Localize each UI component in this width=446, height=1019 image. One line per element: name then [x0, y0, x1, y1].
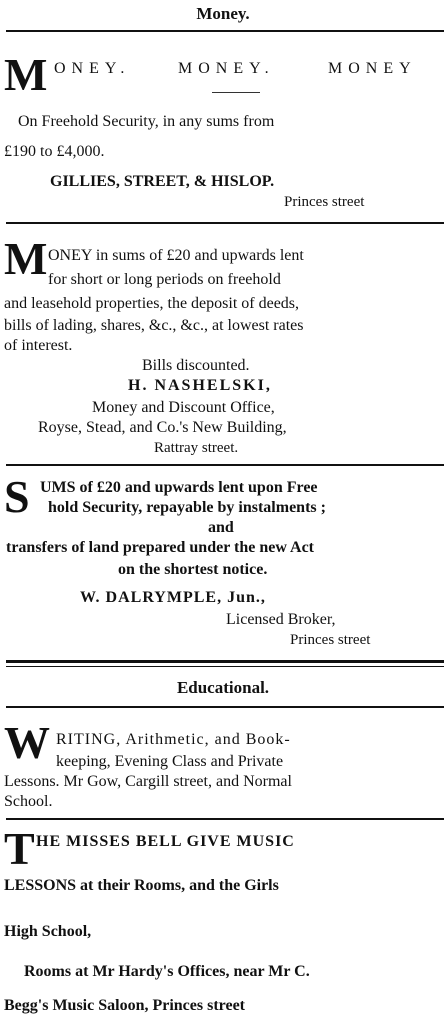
ad-text: ONEY in sums of £20 and upwards lent — [48, 247, 304, 264]
section-header-money: Money. — [196, 4, 250, 23]
divider — [6, 706, 444, 708]
drop-cap: T — [4, 823, 35, 874]
divider — [6, 660, 444, 663]
ad-title-word: ONEY. — [54, 60, 131, 77]
divider — [6, 30, 444, 32]
divider — [6, 666, 444, 667]
advertiser-address: Princes street — [290, 632, 371, 648]
ad-text: High School, — [4, 923, 92, 940]
ad-text: School. — [4, 793, 53, 810]
ad-text: UMS of £20 and upwards lent upon Free — [40, 479, 318, 496]
drop-cap: M — [4, 233, 48, 284]
ad-text: Licensed Broker, — [226, 611, 336, 628]
advertiser-name: GILLIES, STREET, & HISLOP. — [50, 173, 275, 190]
ad-text: and leasehold properties, the deposit of deeds, — [4, 295, 300, 312]
ad-text: keeping, Evening Class and Private — [56, 753, 284, 770]
divider — [6, 464, 444, 466]
divider — [6, 818, 444, 820]
ad-text: RITING, Arithmetic, and Book- — [56, 731, 291, 748]
advertiser-name: W. DALRYMPLE, Jun., — [80, 589, 266, 606]
ad-text: hold Security, repayable by instalments ; — [48, 499, 326, 516]
ad-text: LESSONS at their Rooms, and the Girls — [4, 877, 279, 894]
ad-text: Lessons. Mr Gow, Cargill street, and Normal — [4, 773, 292, 790]
advertiser-address: Princes street — [284, 194, 365, 210]
ad-text: Money and Discount Office, — [92, 399, 275, 416]
ad-title-word: MONEY — [328, 60, 417, 77]
ad-text: £190 to £4,000. — [4, 143, 105, 160]
ad-text: HE MISSES BELL GIVE MUSIC — [36, 833, 295, 850]
ad-text: of interest. — [4, 337, 73, 354]
section-header-educational: Educational. — [176, 678, 270, 697]
ad-text: Royse, Stead, and Co.'s New Building, — [38, 419, 287, 436]
ad-text: bills of lading, shares, &c., &c., at lowest rates — [4, 317, 304, 334]
ad-text: Begg's Music Saloon, Princes street — [4, 997, 246, 1014]
ad-text: Bills discounted. — [142, 357, 250, 374]
ad-text: On Freehold Security, in any sums from — [18, 113, 275, 130]
advertiser-name: H. NASHELSKI, — [128, 377, 272, 394]
ad-title-word: MONEY. — [178, 60, 275, 77]
ad-text: on the shortest notice. — [118, 561, 268, 578]
divider — [6, 222, 444, 224]
advertiser-address: Rattray street. — [154, 440, 239, 456]
ad-text: transfers of land prepared under the new Act — [6, 539, 314, 556]
drop-cap: W — [4, 717, 50, 768]
ad-text: for short or long periods on freehold — [48, 271, 281, 288]
drop-cap: S — [4, 471, 30, 522]
ad-text: and — [208, 519, 234, 536]
short-rule — [212, 92, 260, 93]
drop-cap: M — [4, 49, 48, 100]
ad-text: Rooms at Mr Hardy's Offices, near Mr C. — [24, 963, 310, 980]
